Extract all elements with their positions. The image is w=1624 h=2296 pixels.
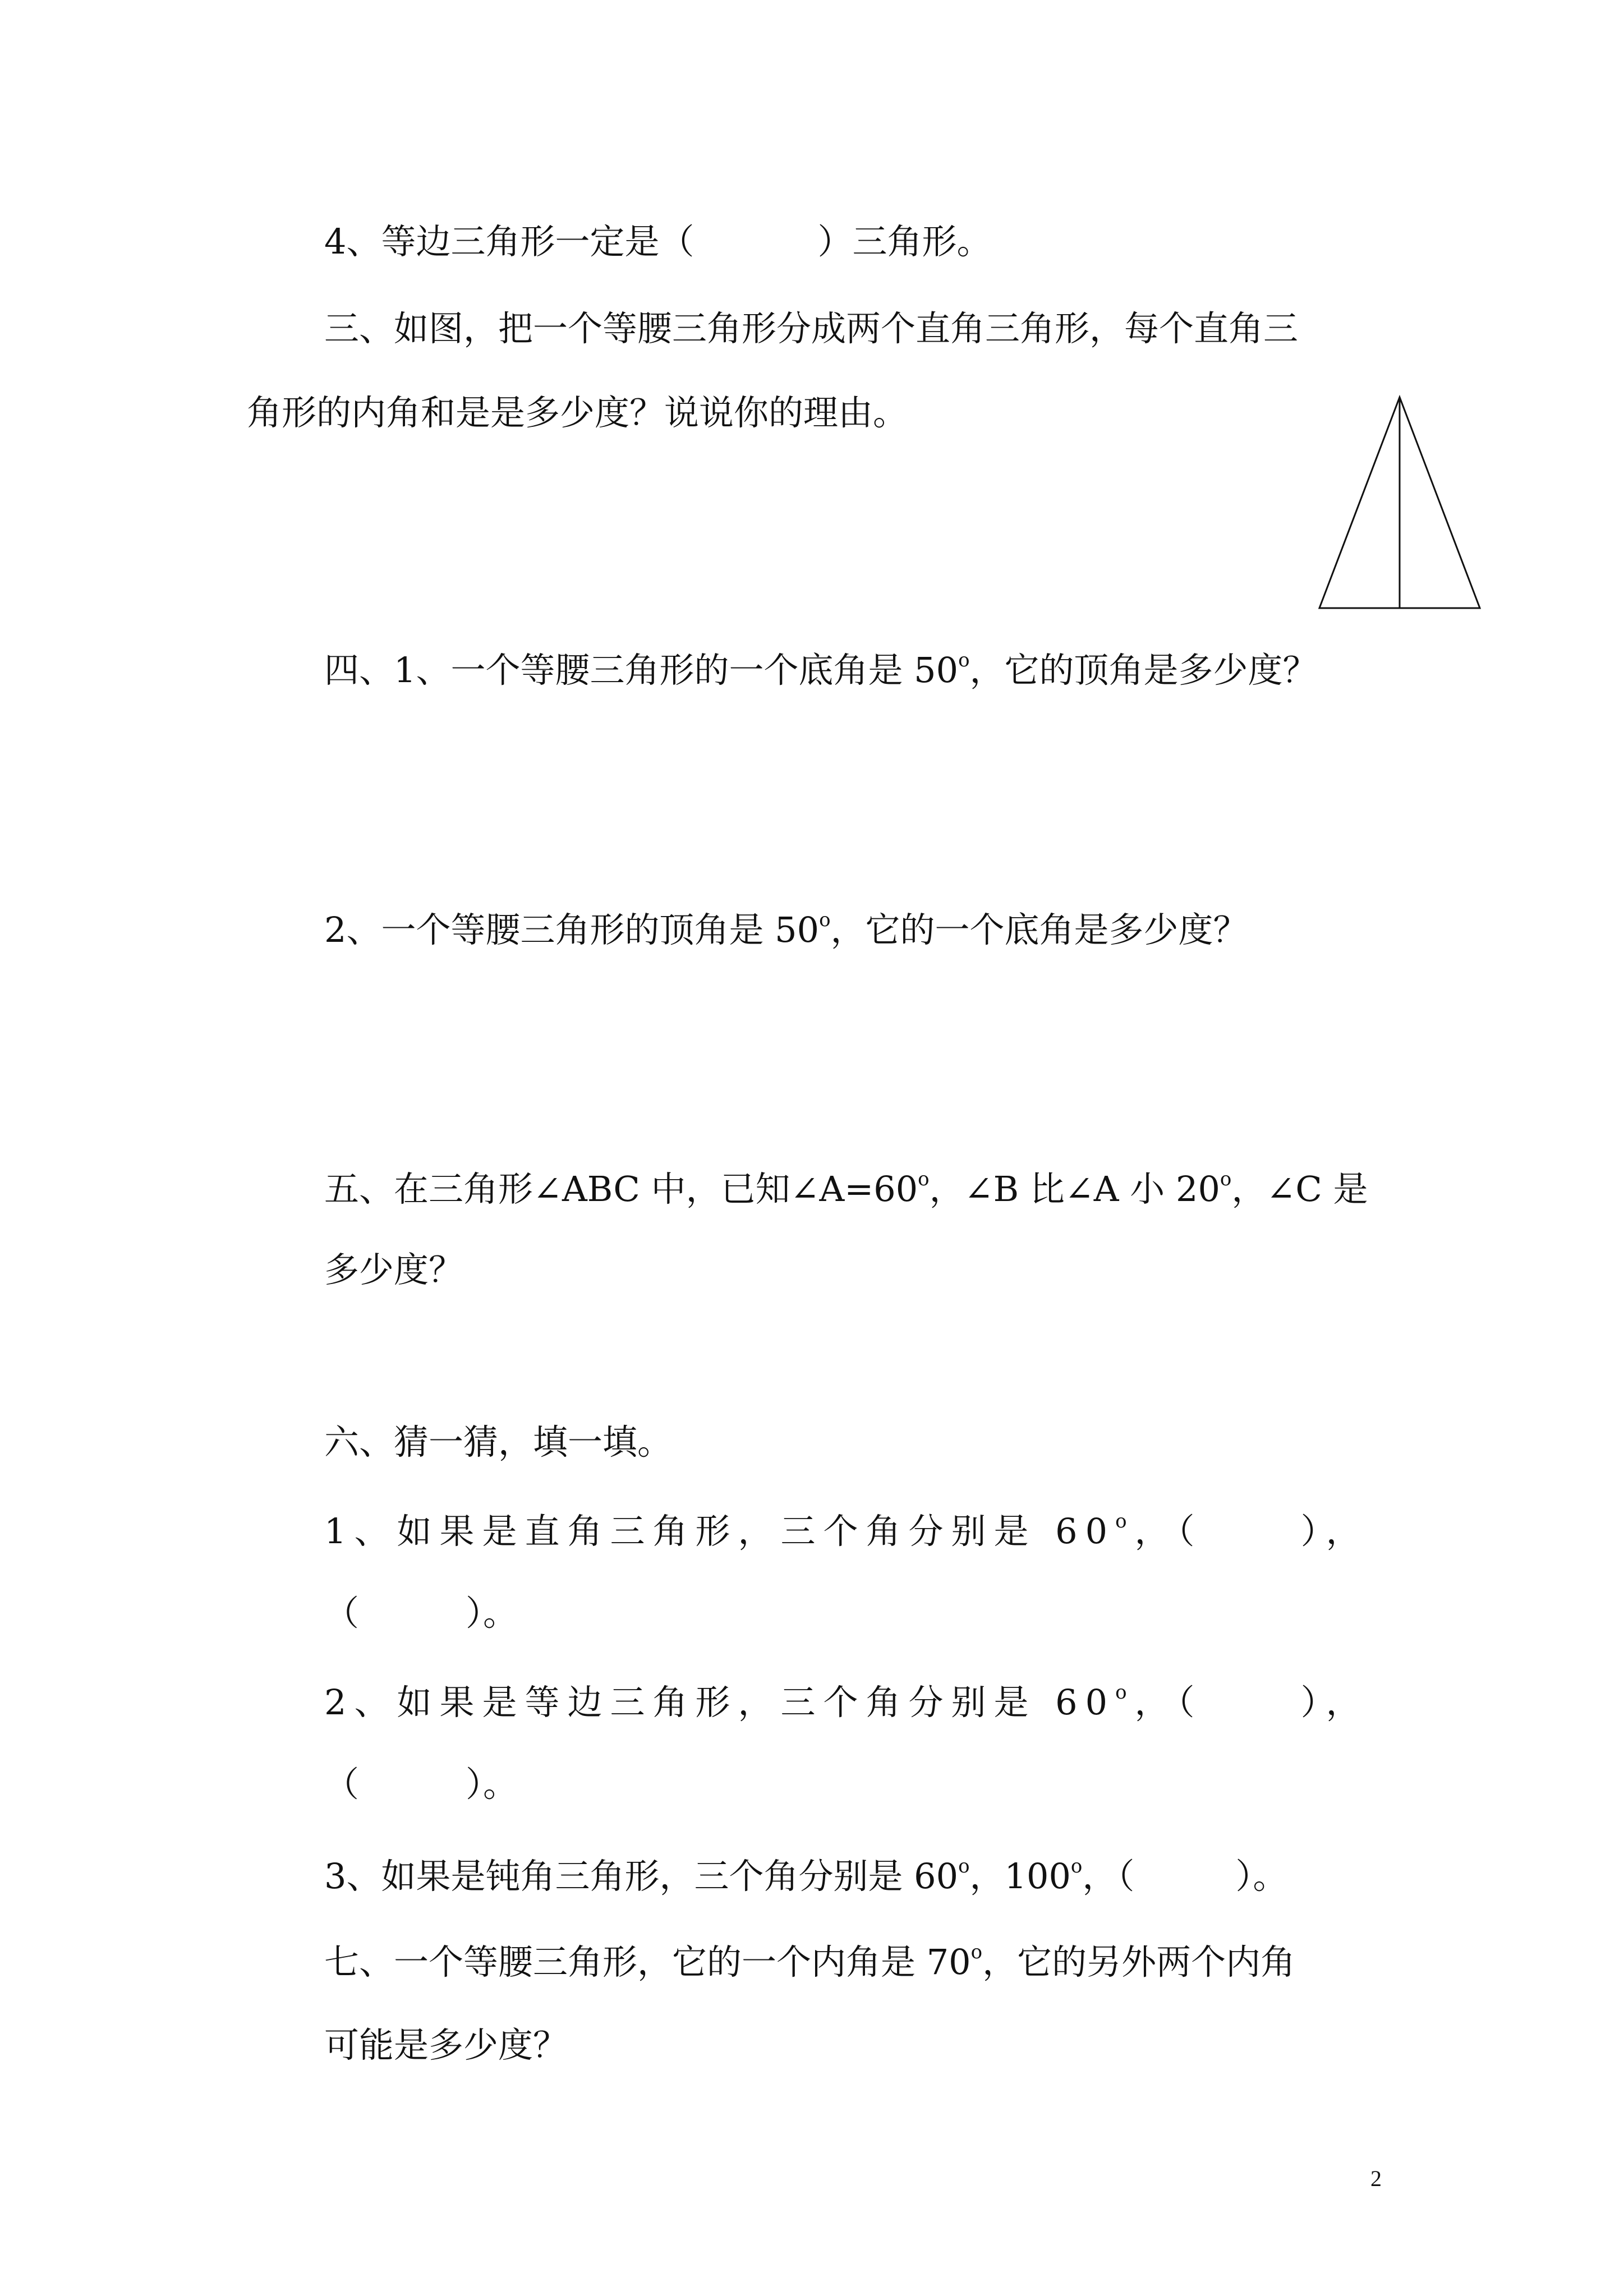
question-text: ）。 xyxy=(1235,1856,1288,1897)
degree-mark: o xyxy=(970,1941,983,1963)
page-number: 2 xyxy=(1370,2166,1382,2191)
question-text: （ xyxy=(324,1593,360,1634)
question-5-line-1 xyxy=(324,1170,1368,1207)
degree-mark: o xyxy=(1220,1168,1232,1190)
question-4-equilateral xyxy=(324,221,992,262)
question-4-2 xyxy=(324,909,1248,950)
question-text: ，它的顶角是多少度？ xyxy=(969,650,1318,691)
question-text: 2、一个等腰三角形的顶角是 50 xyxy=(324,909,820,950)
question-text: 4、等边三角形一定是（ xyxy=(324,221,694,262)
degree-mark: o xyxy=(819,909,831,931)
question-text: ）。 xyxy=(466,1764,518,1805)
degree-mark: o xyxy=(918,1168,930,1190)
question-text: 四、1、一个等腰三角形的一个底角是 50 xyxy=(324,650,959,691)
degree-mark: o xyxy=(1115,1681,1135,1704)
degree-mark: o xyxy=(1115,1510,1135,1533)
degree-mark: o xyxy=(958,649,970,671)
question-6-item-2-line-2 xyxy=(324,1764,518,1805)
question-3-line-2: 角形的内角和是是多少度？说说你的理由。 xyxy=(247,392,908,433)
degree-mark: o xyxy=(1070,1855,1083,1878)
question-6-item-2 xyxy=(324,1681,1369,1723)
question-text: ，它的一个底角是多少度？ xyxy=(830,909,1248,950)
question-text: 2、如果是等边三角形，三个角分别是 60 xyxy=(324,1682,1116,1723)
question-text: 1、如果是直角三角形，三个角分别是 60 xyxy=(324,1511,1116,1552)
question-7-line-2: 可能是多少度？ xyxy=(324,2024,568,2065)
question-text: ）， xyxy=(1300,1511,1369,1552)
question-text: ，（ xyxy=(1134,1511,1203,1552)
question-6-item-3 xyxy=(324,1855,1288,1897)
question-text: ，（ xyxy=(1082,1856,1135,1897)
question-text: 3、如果是钝角三角形，三个角分别是 60 xyxy=(324,1856,959,1897)
question-text: 七、一个等腰三角形，它的一个内角是 70 xyxy=(324,1941,971,1982)
question-5-line-2: 多少度？ xyxy=(324,1249,464,1290)
question-text: （ xyxy=(324,1764,360,1805)
question-7-line-1 xyxy=(324,1943,1295,1980)
question-text: ，∠B 比∠A 小 20 xyxy=(929,1168,1220,1209)
isosceles-triangle-figure xyxy=(1315,393,1484,611)
question-6-item-1-line-2 xyxy=(324,1593,518,1634)
question-text: ）， xyxy=(1300,1682,1369,1723)
question-text: ，（ xyxy=(1134,1682,1203,1723)
degree-mark: o xyxy=(958,1855,970,1878)
question-text: ，∠C 是 xyxy=(1231,1168,1368,1209)
question-text: 五、在三角形∠ABC 中，已知∠A=60 xyxy=(324,1168,918,1209)
question-text: ，100 xyxy=(969,1856,1071,1897)
question-3-line-1: 三、如图，把一个等腰三角形分成两个直角三角形，每个直角三 xyxy=(324,308,1299,349)
question-text: ）。 xyxy=(466,1593,518,1634)
question-6-item-1 xyxy=(324,1510,1369,1552)
question-text: ）三角形。 xyxy=(817,221,992,262)
question-4-1 xyxy=(324,649,1318,691)
question-text: ，它的另外两个内角 xyxy=(982,1941,1296,1982)
question-6-title: 六、猜一猜，填一填。 xyxy=(324,1421,673,1462)
